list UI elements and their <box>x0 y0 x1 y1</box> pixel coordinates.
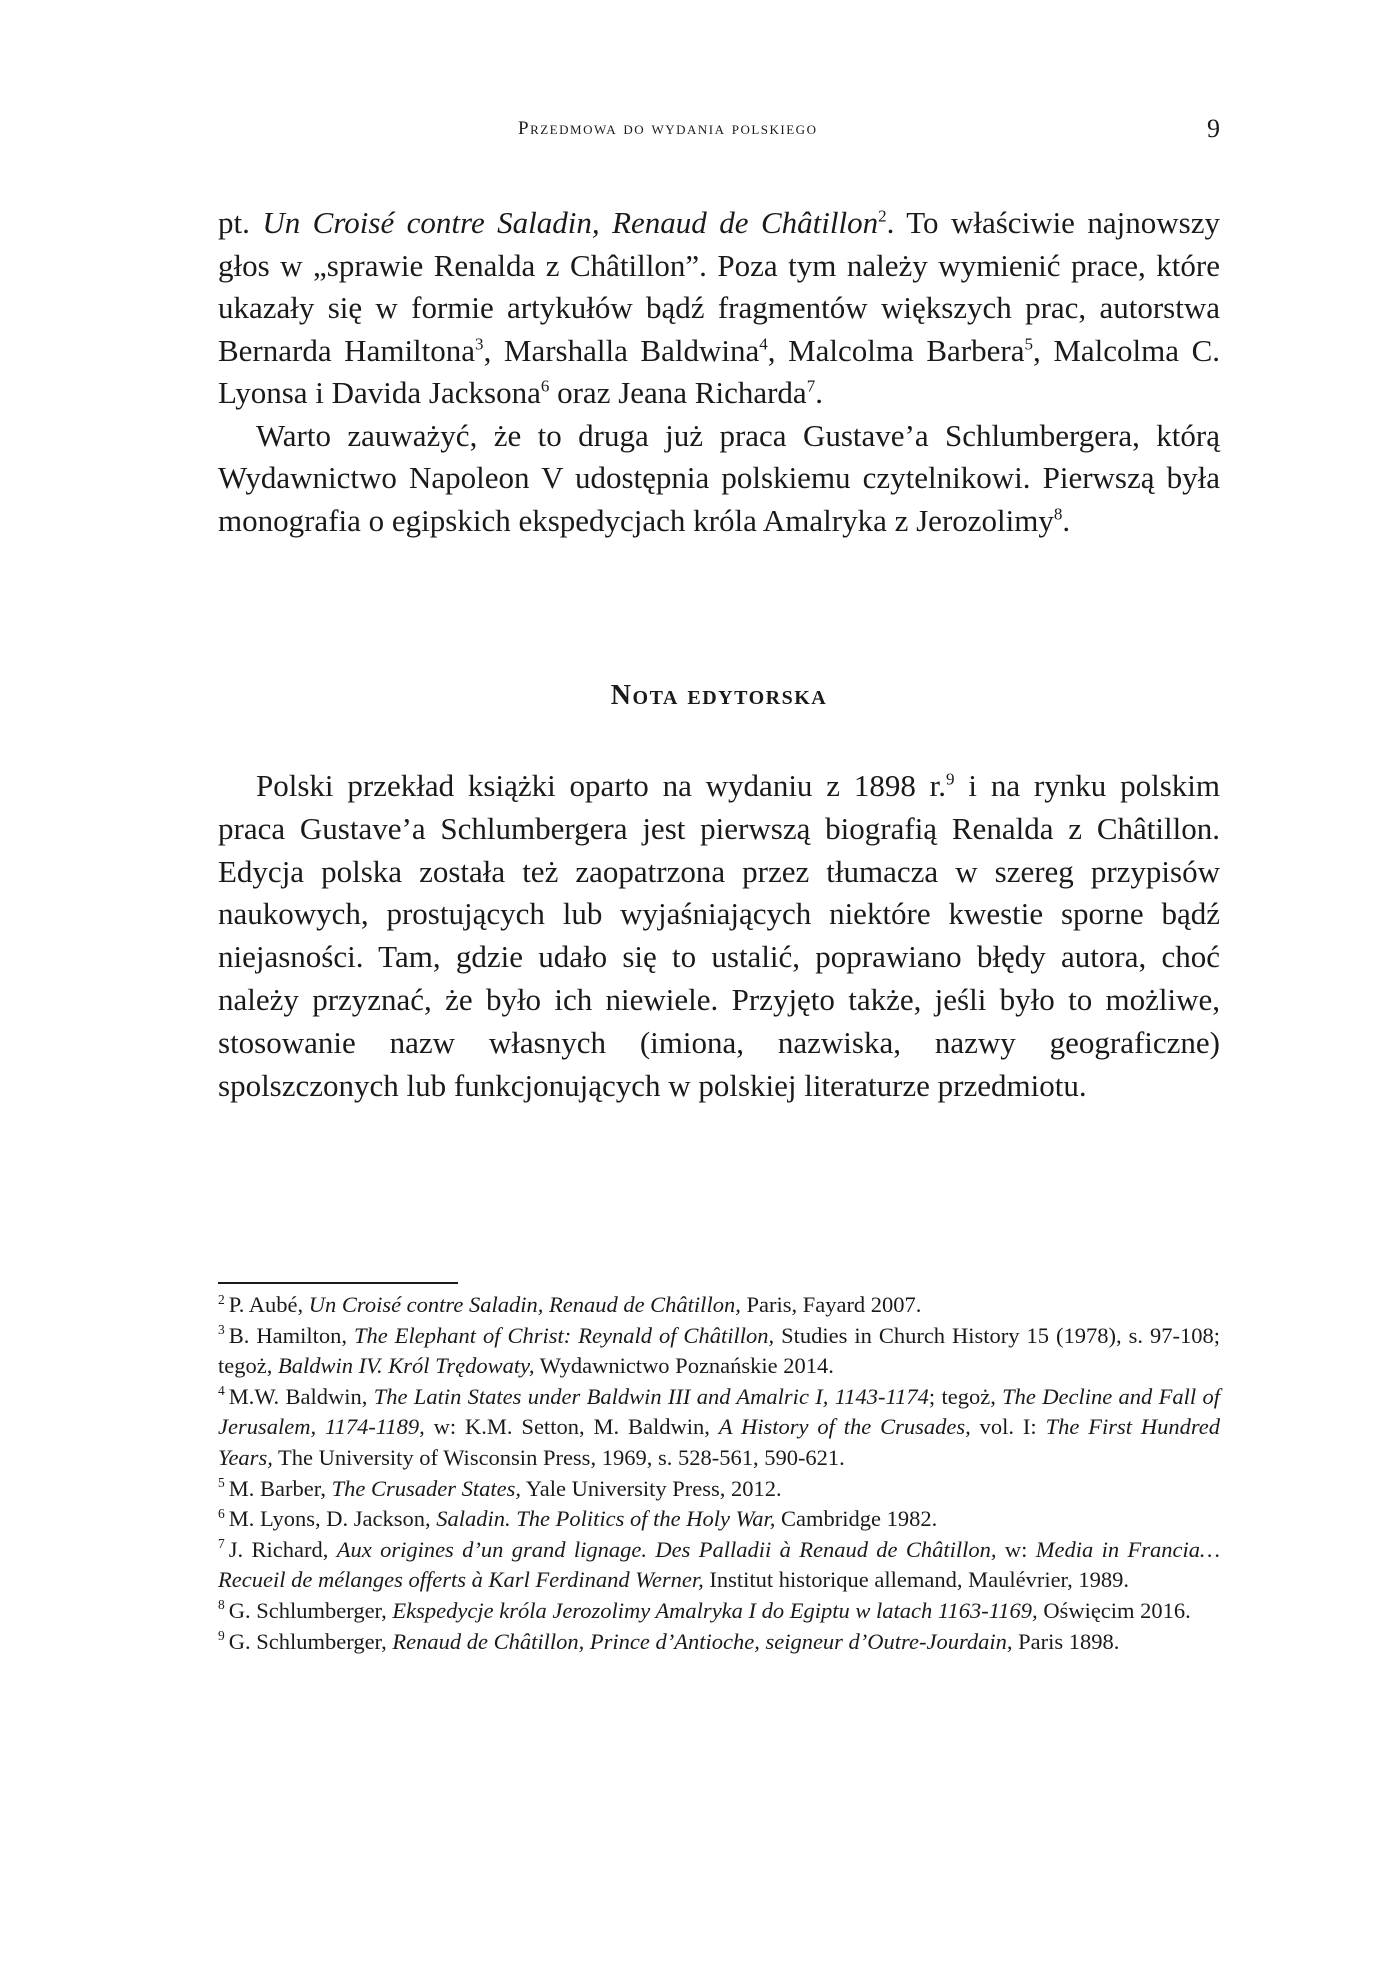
italic-title: The Decline and Fall of Jerusalem, 1174-1189, <box>218 1383 1220 1440</box>
italic-title: Media in Francia… Recueil de mélanges offerts à Karl Ferdinand Werner, <box>218 1536 1221 1593</box>
footnote-ref[interactable]: 5 <box>1024 334 1033 354</box>
section-paragraph-1 <box>218 765 1220 1107</box>
footnote-number: 6 <box>218 1505 225 1521</box>
page-number: 9 <box>1207 114 1220 143</box>
text-run: M. Lyons, D. Jackson, <box>228 1506 437 1532</box>
text-run: oraz Jeana Richarda <box>549 375 807 410</box>
text-run: J. Richard, <box>228 1536 337 1562</box>
italic-title: The Elephant of Christ: Reynald of Châtillon, <box>354 1322 775 1348</box>
text-run: Paris, Fayard 2007. <box>740 1292 922 1317</box>
text-run: The University of Wisconsin Press, 1969, s. 528-561, 590-621. <box>272 1444 845 1470</box>
footnote-3 <box>218 1321 1220 1382</box>
text-run: Studies in Church History 15 (1978), s. 97-108; tegoż, <box>218 1322 1221 1379</box>
text-run: Wydawnictwo Poznańskie 2014. <box>534 1353 834 1379</box>
text-run: vol. I: <box>970 1414 1046 1440</box>
text-run: M. Barber, <box>228 1475 332 1501</box>
italic-title: The First Hundred Years, <box>218 1414 1221 1470</box>
italic-title: Saladin. The Politics of the Holy War, <box>436 1506 776 1532</box>
italic-title: Aux origines d’un grand lignage. Des Palladii à Renaud de Châtillon, <box>336 1536 997 1562</box>
footnote-2 <box>218 1290 1220 1321</box>
text-run: Yale University Press, 2012. <box>520 1475 782 1501</box>
body-paragraph-2 <box>218 415 1220 543</box>
footnote-number: 5 <box>218 1475 225 1491</box>
footnote-ref[interactable]: 6 <box>540 376 550 396</box>
text-run: pt. <box>218 205 263 240</box>
italic-title: A History of the Crusades, <box>718 1414 971 1440</box>
footnote-separator <box>218 1282 458 1284</box>
text-run: G. Schlumberger, <box>228 1628 393 1654</box>
footnote-5 <box>218 1474 1220 1505</box>
text-run: , Malcolma Barbera <box>767 332 1025 368</box>
text-run: M.W. Baldwin, <box>228 1383 374 1409</box>
italic-title: Un Croisé contre Saladin, Renaud de Châtillon, <box>308 1292 741 1317</box>
text-run: G. Schlumberger, <box>228 1597 393 1623</box>
italic-title: Ekspedycje króla Jerozolimy Amalryka I do Egiptu w latach 1163-1169, <box>392 1597 1038 1623</box>
text-run: w: K.M. Setton, M. Baldwin, <box>424 1414 719 1440</box>
footnote-8 <box>218 1596 1220 1627</box>
text-run: P. Aubé, <box>228 1292 309 1317</box>
footnote-number: 8 <box>218 1597 225 1613</box>
footnote-number: 9 <box>218 1628 225 1644</box>
text-run: Oświęcim 2016. <box>1037 1597 1191 1623</box>
footnote-ref[interactable]: 9 <box>946 769 955 789</box>
text-run: . <box>815 375 823 410</box>
footnote-7 <box>218 1535 1220 1596</box>
text-run: . To właściwie najnowszy głos w „sprawie Renalda z Châtillon”. Poza tym należy wymienić prace, które ukazały się w formie artykułów bądź fragmentów większych prac, autorstwa Bernarda Hamiltona <box>218 205 1220 368</box>
text-run: B. Hamilton, <box>228 1322 354 1348</box>
text-run: w: <box>996 1536 1036 1562</box>
text-run: , Malcolma C. Lyonsa i Davida Jacksona <box>218 332 1221 410</box>
footnote-number: 4 <box>218 1383 225 1399</box>
text-run: Paris 1898. <box>1012 1628 1120 1654</box>
footnote-ref[interactable]: 7 <box>806 376 816 396</box>
footnote-number: 7 <box>218 1536 225 1552</box>
text-run: . <box>1062 502 1071 538</box>
text-run: , Marshalla Baldwina <box>483 332 760 368</box>
footnote-6 <box>218 1504 1220 1535</box>
italic-title: Baldwin IV. Król Trędowaty, <box>277 1353 535 1379</box>
footnote-ref[interactable]: 8 <box>1053 504 1063 524</box>
footnotes <box>218 1290 1220 1657</box>
running-title: Przedmowa do wydania polskiego <box>518 118 818 139</box>
page-header <box>218 114 1220 148</box>
footnote-number: 2 <box>218 1291 225 1307</box>
footnote-4 <box>218 1382 1220 1474</box>
italic-title: The Crusader States, <box>331 1475 521 1501</box>
footnote-ref[interactable]: 4 <box>759 334 768 354</box>
italic-title: Un Croisé contre Saladin, Renaud de Châtillon <box>262 205 879 240</box>
body-paragraph-1 <box>218 202 1220 415</box>
footnote-ref[interactable]: 3 <box>475 334 484 354</box>
footnote-number: 3 <box>218 1322 225 1338</box>
italic-title: Renaud de Châtillon, Prince d’Antioche, seigneur d’Outre-Jourdain, <box>392 1628 1013 1654</box>
section-text <box>218 765 1220 1107</box>
text-run: ; tegoż, <box>928 1383 1003 1409</box>
text-run: Warto zauważyć, że to druga już praca Gustave’a Schlumbergera, którą Wydawnictwo Napoleon V udostępnia polskiemu czytelnikowi. Pierwszą była monografia o egipskich ekspedycjach króla Amalryka z Jerozolimy <box>218 417 1220 538</box>
footnote-ref[interactable]: 2 <box>878 206 887 226</box>
text-run: Cambridge 1982. <box>775 1506 938 1532</box>
text-run: Polski przekład książki oparto na wydaniu z 1898 r. <box>256 768 947 803</box>
footnote-9 <box>218 1627 1220 1658</box>
body-text <box>218 202 1220 542</box>
text-run: i na rynku polskim praca Gustave’a Schlumbergera jest pierwszą biografią Renalda z Châtillon. Edycja polska została też zaopatrzona przez tłumacza w szereg przypisów naukowych, prostujących lub wyjaśniających niektóre kwestie sporne bądź niejasności. Tam, gdzie udało się to ustalić, poprawiano błędy autora, choć należy przyznać, że było ich niewiele. Przyjęto także, jeśli było to możliwe, stosowanie nazw własnych (imiona, nazwiska, nazwy geograficzne) spolszczonych lub funkcjonujących w polskiej literaturze przedmiotu. <box>218 768 1220 1103</box>
italic-title: The Latin States under Baldwin III and Amalric I, 1143-1174 <box>373 1383 929 1409</box>
section-heading: Nota edytorska <box>610 680 828 711</box>
text-run: Institut historique allemand, Maulévrier, 1989. <box>703 1567 1130 1593</box>
